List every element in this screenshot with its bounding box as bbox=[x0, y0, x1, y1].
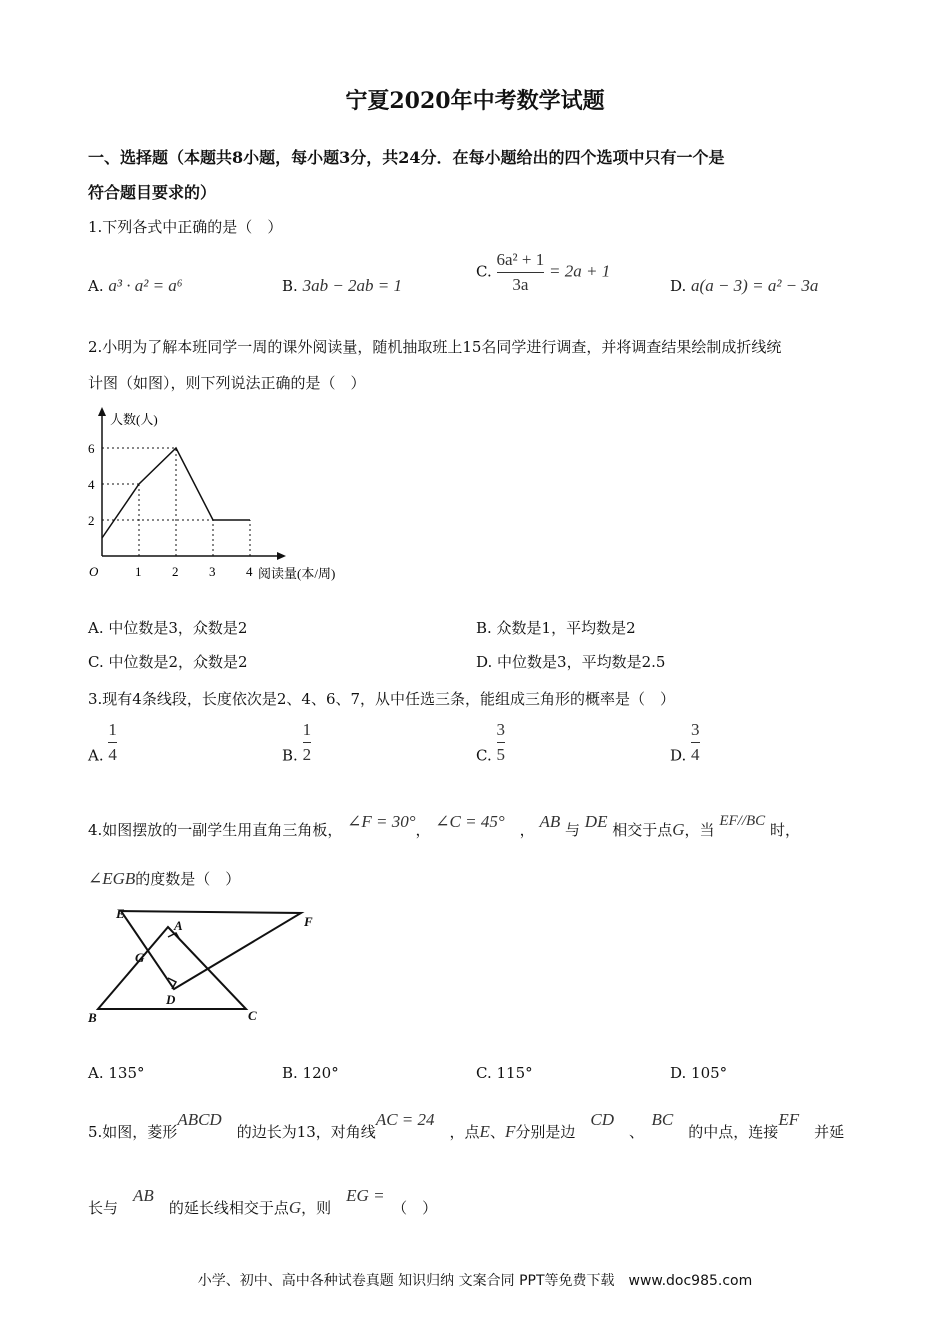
q3-d-den: 4 bbox=[691, 745, 700, 764]
q3-b-den: 2 bbox=[302, 745, 312, 764]
q3-option-d bbox=[670, 720, 700, 765]
q3-a-den: 4 bbox=[108, 745, 117, 764]
origin-label: O bbox=[89, 564, 99, 579]
q1-d-math: a(a − 3) = a² − 3a bbox=[691, 276, 819, 295]
label-a: A bbox=[174, 918, 183, 933]
x-tick-label: 3 bbox=[209, 564, 216, 579]
q1-d-label: D. bbox=[670, 277, 687, 295]
fraction-bar bbox=[497, 742, 506, 743]
q4-stem-line1: 4.如图摆放的一副学生用直角三角板， ∠F = 30°， ∠C = 45° ， AB 与 DE 相交于点G，当 EF//BC 时， bbox=[88, 812, 800, 839]
q4-text-when: ，当 bbox=[684, 821, 715, 839]
q1-c-fraction bbox=[497, 250, 545, 295]
fraction-bar bbox=[303, 742, 312, 743]
y-axis-arrow bbox=[98, 407, 106, 416]
q5-point-e: E bbox=[479, 1122, 490, 1141]
q5-side-ab: AB bbox=[133, 1186, 154, 1205]
fraction-bar bbox=[108, 742, 117, 743]
q4-option-c: C. 115° bbox=[476, 1064, 533, 1082]
q1-b-label: B. bbox=[282, 277, 298, 295]
q1-b-math: 3ab − 2ab = 1 bbox=[302, 276, 403, 295]
q3-c-fraction bbox=[497, 720, 506, 765]
section-heading-line1: 一、选择题（本题共8小题，每小题3分，共24分．在每小题给出的四个选项中只有一个是 bbox=[88, 148, 725, 167]
q4-text-then: 时， bbox=[769, 821, 800, 839]
q2-option-c: C. 中位数是2，众数是2 bbox=[88, 653, 248, 671]
q4-seg-de: DE bbox=[584, 812, 608, 831]
label-d: D bbox=[166, 992, 176, 1007]
q5-t3b: 、 bbox=[489, 1123, 505, 1141]
x-axis-arrow bbox=[277, 552, 286, 560]
q4-stem-line2 bbox=[88, 868, 240, 889]
q5-seg-ef: EF bbox=[778, 1110, 800, 1129]
q2-option-b: B. 众数是1，平均数是2 bbox=[476, 619, 636, 637]
page-title: 宁夏2020年中考数学试题 bbox=[345, 88, 605, 114]
q5-t9: ，则 bbox=[301, 1199, 332, 1217]
x-axis-label: 阅读量(本/周) bbox=[258, 566, 336, 581]
q5-rhombus: ABCD bbox=[177, 1110, 222, 1129]
q2-line-chart bbox=[86, 406, 366, 592]
label-c: C bbox=[248, 1008, 257, 1023]
q5-side-bc: BC bbox=[651, 1110, 674, 1129]
q4-angle-egb: ∠EGB bbox=[88, 869, 136, 888]
q2-stem-line1: 2.小明为了解本班同学一周的课外阅读量，随机抽取班上15名同学进行调查，并将调查结果绘制成折线统 bbox=[88, 338, 782, 356]
q1-c-rhs: = 2a + 1 bbox=[549, 261, 611, 281]
q3-a-num: 1 bbox=[108, 720, 117, 739]
q5-stem-line1 bbox=[88, 1110, 844, 1142]
y-axis-label: 人数(人) bbox=[110, 412, 158, 427]
x-tick-label: 1 bbox=[135, 564, 142, 579]
q4-angle-f: ∠F = 30° bbox=[347, 812, 416, 831]
section-heading-line2: 符合题目要求的） bbox=[88, 183, 217, 202]
q3-b-label: B. bbox=[282, 746, 298, 765]
q1-a-math: a³ · a² = a⁶ bbox=[108, 276, 183, 295]
q1-c-numerator: 6a² + 1 bbox=[496, 250, 545, 269]
footer-text: 小学、初中、高中各种试卷真题 知识归纳 文案合同 PPT等免费下载 www.doc985.com bbox=[197, 1273, 753, 1289]
q5-t3: ，点 bbox=[449, 1123, 480, 1141]
label-e: E bbox=[116, 906, 125, 921]
y-tick-label: 4 bbox=[88, 477, 95, 492]
q4-triangle-figure bbox=[86, 902, 326, 1028]
q2-option-a: A. 中位数是3，众数是2 bbox=[88, 619, 248, 637]
label-f: F bbox=[304, 914, 313, 929]
q5-t5: 的中点，连接 bbox=[688, 1123, 779, 1141]
q5-t8: 的延长线相交于点 bbox=[168, 1199, 289, 1217]
q3-stem: 3.现有4条线段，长度依次是2、4、6、7，从中任选三条，能组成三角形的概率是（ ） bbox=[88, 690, 676, 708]
q5-t1: 5.如图，菱形 bbox=[88, 1123, 178, 1141]
q4-option-b: B. 120° bbox=[282, 1064, 339, 1082]
q4-angle-c: ∠C = 45° bbox=[435, 812, 505, 831]
y-tick-label: 2 bbox=[88, 513, 95, 528]
q2-stem-line2: 计图（如图），则下列说法正确的是（ ） bbox=[88, 374, 366, 392]
q3-c-num: 3 bbox=[496, 720, 505, 739]
q1-option-c bbox=[476, 250, 610, 295]
q3-d-label: D. bbox=[670, 746, 687, 765]
q3-option-a bbox=[88, 720, 117, 765]
q4-option-d: D. 105° bbox=[670, 1064, 728, 1082]
q3-option-b bbox=[282, 720, 311, 765]
q1-c-denominator: 3a bbox=[512, 275, 529, 294]
q5-point-f: F bbox=[504, 1122, 516, 1141]
q5-t6: 并延 bbox=[814, 1123, 845, 1141]
q1-option-b bbox=[282, 276, 402, 296]
q1-option-d bbox=[670, 276, 818, 296]
fraction-bar bbox=[691, 742, 700, 743]
q3-a-fraction bbox=[108, 720, 117, 765]
q4-point-g: G bbox=[672, 820, 685, 839]
q5-point-g: G bbox=[288, 1198, 302, 1217]
q4-stem2-text: 的度数是（ ） bbox=[135, 870, 241, 888]
q3-d-fraction bbox=[691, 720, 700, 765]
fraction-bar bbox=[497, 272, 545, 273]
q1-c-label: C. bbox=[476, 262, 492, 281]
y-tick-label: 6 bbox=[88, 441, 95, 456]
q5-side-cd: CD bbox=[590, 1110, 614, 1129]
q5-diagonal: AC = 24 bbox=[375, 1110, 435, 1129]
q4-option-a: A. 135° bbox=[88, 1064, 145, 1082]
q5-stem-line2 bbox=[88, 1186, 437, 1218]
q3-a-label: A. bbox=[88, 746, 104, 765]
x-tick-label: 2 bbox=[172, 564, 179, 579]
q3-option-c bbox=[476, 720, 505, 765]
q2-option-d: D. 中位数是3，平均数是2.5 bbox=[476, 653, 666, 671]
q1-option-a bbox=[88, 276, 183, 296]
q3-c-den: 5 bbox=[496, 745, 505, 764]
q5-eg: EG = bbox=[346, 1186, 385, 1205]
q3-c-label: C. bbox=[476, 746, 492, 765]
q1-a-label: A. bbox=[88, 277, 104, 295]
q4-text-yu: 与 bbox=[565, 821, 581, 839]
q3-d-num: 3 bbox=[691, 720, 700, 739]
q1-stem: 1.下列各式中正确的是（ ） bbox=[88, 218, 283, 236]
q5-t10: （ ） bbox=[399, 1199, 438, 1217]
q4-seg-ab: AB bbox=[539, 812, 561, 831]
q5-t4: 、 bbox=[629, 1123, 637, 1141]
q3-b-num: 1 bbox=[302, 720, 312, 739]
q4-parallel: EF//BC bbox=[719, 813, 766, 829]
q4-text-intersect: 相交于点 bbox=[612, 821, 673, 839]
q4-stem-pre: 4.如图摆放的一副学生用直角三角板， bbox=[88, 821, 343, 839]
x-tick-label: 4 bbox=[246, 564, 253, 579]
q5-t2: 的边长为13，对角线 bbox=[236, 1123, 376, 1141]
q5-t3c: 分别是边 bbox=[515, 1123, 576, 1141]
label-g: G bbox=[135, 950, 145, 965]
q3-b-fraction bbox=[303, 720, 312, 765]
q5-t7: 长与 bbox=[88, 1199, 119, 1217]
label-b: B bbox=[88, 1010, 97, 1025]
